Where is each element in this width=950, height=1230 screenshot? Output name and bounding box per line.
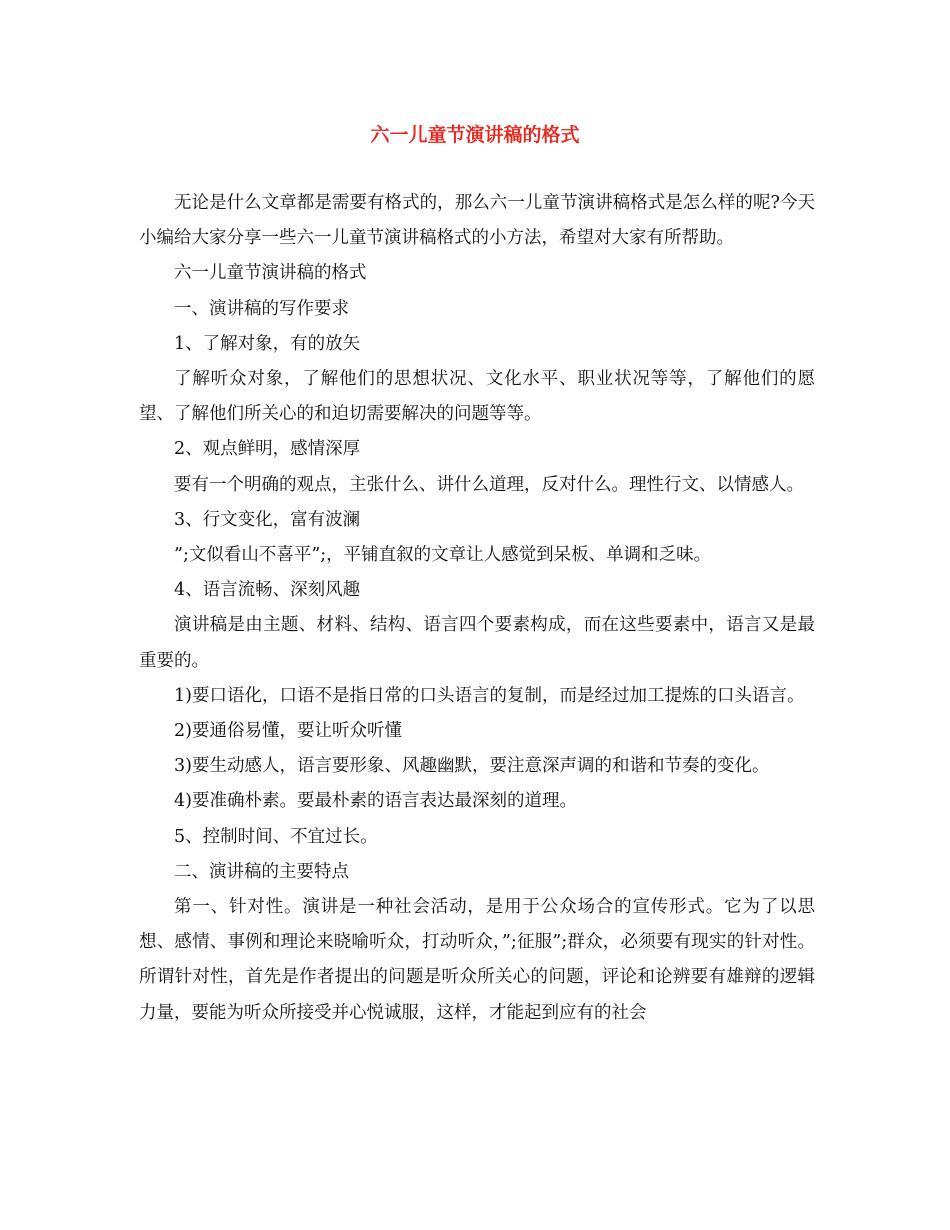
document-title: 六一儿童节演讲稿的格式 <box>370 124 580 146</box>
subheading-clear-viewpoint: 2、观点鲜明，感情深厚 <box>174 439 361 460</box>
subheading-know-audience: 1、了解对象，有的放矢 <box>174 333 361 354</box>
paragraph-clear-viewpoint: 要有一个明确的观点，主张什么、讲什么道理，反对什么。理性行文、以情感人。 <box>174 474 804 495</box>
section-heading-features: 二、演讲稿的主要特点 <box>174 861 349 882</box>
subheading-fluent-language: 4、语言流畅、深刻风趣 <box>174 580 361 601</box>
list-item-vivid: 3)要生动感人，语言要形象、风趣幽默，要注意深声调的和谐和节奏的变化。 <box>174 756 770 777</box>
section-heading-requirements: 一、演讲稿的写作要求 <box>174 298 349 319</box>
list-item-easy-understand: 2)要通俗易懂，要让听众听懂 <box>174 721 402 742</box>
subheading-varied-writing: 3、行文变化，富有波澜 <box>174 509 361 530</box>
paragraph-fluent-language: 演讲稿是由主题、材料、结构、语言四个要素构成，而在这些要素中，语言又是最重要的。 <box>139 615 815 671</box>
paragraph-heading-format: 六一儿童节演讲稿的格式 <box>174 263 367 284</box>
list-item-colloquial: 1)要口语化，口语不是指日常的口头语言的复制，而是经过加工提炼的口头语言。 <box>174 685 805 706</box>
paragraph-know-audience: 了解听众对象，了解他们的思想状况、文化水平、职业状况等等，了解他们的愿望、了解他们所关心的和迫切需要解决的问题等等。 <box>139 369 815 425</box>
paragraph-varied-writing: ”;文似看山不喜平”;，平铺直叙的文章让人感觉到呆板、单调和乏味。 <box>174 545 712 566</box>
paragraph-intro: 无论是什么文章都是需要有格式的，那么六一儿童节演讲稿格式是怎么样的呢?今天小编给大家分享一些六一儿童节演讲稿格式的小方法，希望对大家有所帮助。 <box>139 193 815 249</box>
document-body <box>139 186 815 1031</box>
list-item-accurate: 4)要准确朴素。要最朴素的语言表达最深刻的道理。 <box>174 791 577 812</box>
paragraph-pertinence: 第一、针对性。演讲是一种社会活动，是用于公众场合的宣传形式。它为了以思想、感情、事例和理论来晓喻听众，打动听众，”;征服”;群众，必须要有现实的针对性。所谓针对性，首先是作者提出的问题是听众所关心的问题，评论和论辨要有雄辩的逻辑力量，要能为听众所接受并心悦诚服，这样，才能起到应有的社会 <box>139 897 815 1023</box>
subheading-control-time: 5、控制时间、不宜过长。 <box>174 826 378 847</box>
